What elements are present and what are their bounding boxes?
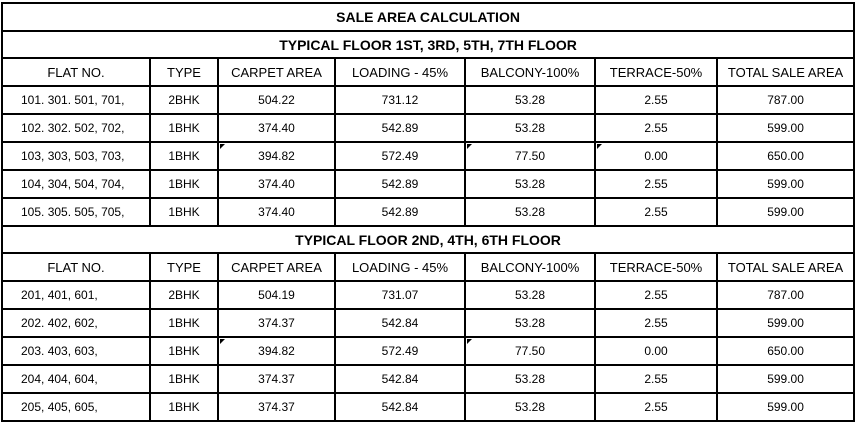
table-cell: 542.89 <box>335 198 465 226</box>
table-cell: 2.55 <box>595 309 717 337</box>
table-row <box>2 309 854 337</box>
table-cell: 787.00 <box>717 281 854 309</box>
table-cell: 1BHK <box>150 309 218 337</box>
table-cell: 504.19 <box>218 281 335 309</box>
table-cell: 374.40 <box>218 170 335 198</box>
column-header: LOADING - 45% <box>335 58 465 86</box>
table-cell: 1BHK <box>150 170 218 198</box>
table-cell: 394.82 <box>218 337 335 365</box>
table-row <box>2 337 854 365</box>
table-cell: 374.40 <box>218 114 335 142</box>
column-header: TYPE <box>150 58 218 86</box>
table-cell: 650.00 <box>717 337 854 365</box>
table-cell: 0.00 <box>595 142 717 170</box>
column-header: BALCONY-100% <box>465 58 595 86</box>
table-cell: 731.12 <box>335 86 465 114</box>
table-cell: 572.49 <box>335 337 465 365</box>
flat-number-cell: 203. 403, 603, <box>2 337 150 365</box>
flat-number-cell: 204, 404, 604, <box>2 365 150 393</box>
table-cell: 0.00 <box>595 337 717 365</box>
flat-number-cell: 202. 402, 602, <box>2 309 150 337</box>
table-cell: 53.28 <box>465 170 595 198</box>
section-heading-row <box>2 31 854 58</box>
column-header: TYPE <box>150 253 218 281</box>
table-cell: 1BHK <box>150 365 218 393</box>
table-cell: 2.55 <box>595 365 717 393</box>
table-cell: 2BHK <box>150 86 218 114</box>
table-cell: 1BHK <box>150 337 218 365</box>
table-cell: 53.28 <box>465 86 595 114</box>
table-cell: 2.55 <box>595 170 717 198</box>
column-header: TERRACE-50% <box>595 58 717 86</box>
column-header: FLAT NO. <box>2 58 150 86</box>
section-heading: TYPICAL FLOOR 2ND, 4TH, 6TH FLOOR <box>2 226 854 253</box>
table-cell: 542.84 <box>335 393 465 421</box>
table-cell: 731.07 <box>335 281 465 309</box>
table-cell: 53.28 <box>465 365 595 393</box>
flat-number-cell: 205, 405, 605, <box>2 393 150 421</box>
sale-area-table <box>1 2 855 422</box>
table-cell: 504.22 <box>218 86 335 114</box>
table-cell: 542.84 <box>335 309 465 337</box>
table-cell: 572.49 <box>335 142 465 170</box>
table-cell: 599.00 <box>717 365 854 393</box>
table-cell: 53.28 <box>465 393 595 421</box>
table-cell: 599.00 <box>717 198 854 226</box>
column-header: CARPET AREA <box>218 58 335 86</box>
table-cell: 2.55 <box>595 281 717 309</box>
table-cell: 650.00 <box>717 142 854 170</box>
table-row <box>2 86 854 114</box>
table-cell: 53.28 <box>465 281 595 309</box>
table-cell: 2BHK <box>150 281 218 309</box>
table-row <box>2 393 854 421</box>
table-row <box>2 198 854 226</box>
table-cell: 2.55 <box>595 198 717 226</box>
section-heading: TYPICAL FLOOR 1ST, 3RD, 5TH, 7TH FLOOR <box>2 31 854 58</box>
flat-number-cell: 105. 305. 505, 705, <box>2 198 150 226</box>
table-cell: 374.37 <box>218 309 335 337</box>
table-row <box>2 365 854 393</box>
table-cell: 53.28 <box>465 114 595 142</box>
column-header: BALCONY-100% <box>465 253 595 281</box>
table-cell: 599.00 <box>717 309 854 337</box>
column-header-row <box>2 253 854 281</box>
table-cell: 599.00 <box>717 114 854 142</box>
table-cell: 1BHK <box>150 114 218 142</box>
table-cell: 394.82 <box>218 142 335 170</box>
table-cell: 53.28 <box>465 198 595 226</box>
table-cell: 2.55 <box>595 86 717 114</box>
table-cell: 787.00 <box>717 86 854 114</box>
table-cell: 542.89 <box>335 170 465 198</box>
table-row <box>2 281 854 309</box>
table-cell: 542.89 <box>335 114 465 142</box>
column-header: TOTAL SALE AREA <box>717 58 854 86</box>
table-cell: 599.00 <box>717 393 854 421</box>
table-cell: 53.28 <box>465 309 595 337</box>
table-row <box>2 142 854 170</box>
table-cell: 2.55 <box>595 114 717 142</box>
flat-number-cell: 104, 304, 504, 704, <box>2 170 150 198</box>
table-cell: 77.50 <box>465 142 595 170</box>
flat-number-cell: 102. 302. 502, 702, <box>2 114 150 142</box>
table-cell: 374.40 <box>218 198 335 226</box>
table-cell: 374.37 <box>218 365 335 393</box>
table-cell: 374.37 <box>218 393 335 421</box>
flat-number-cell: 103, 303, 503, 703, <box>2 142 150 170</box>
table-cell: 1BHK <box>150 393 218 421</box>
flat-number-cell: 201, 401, 601, <box>2 281 150 309</box>
column-header: TERRACE-50% <box>595 253 717 281</box>
column-header: CARPET AREA <box>218 253 335 281</box>
table-row <box>2 114 854 142</box>
table-cell: 542.84 <box>335 365 465 393</box>
table-cell: 599.00 <box>717 170 854 198</box>
sheet-title: SALE AREA CALCULATION <box>2 3 854 31</box>
column-header-row <box>2 58 854 86</box>
column-header: TOTAL SALE AREA <box>717 253 854 281</box>
title-row <box>2 3 854 31</box>
table-row <box>2 170 854 198</box>
section-heading-row <box>2 226 854 253</box>
column-header: FLAT NO. <box>2 253 150 281</box>
table-cell: 1BHK <box>150 142 218 170</box>
flat-number-cell: 101. 301. 501, 701, <box>2 86 150 114</box>
table-cell: 1BHK <box>150 198 218 226</box>
column-header: LOADING - 45% <box>335 253 465 281</box>
table-cell: 77.50 <box>465 337 595 365</box>
table-cell: 2.55 <box>595 393 717 421</box>
